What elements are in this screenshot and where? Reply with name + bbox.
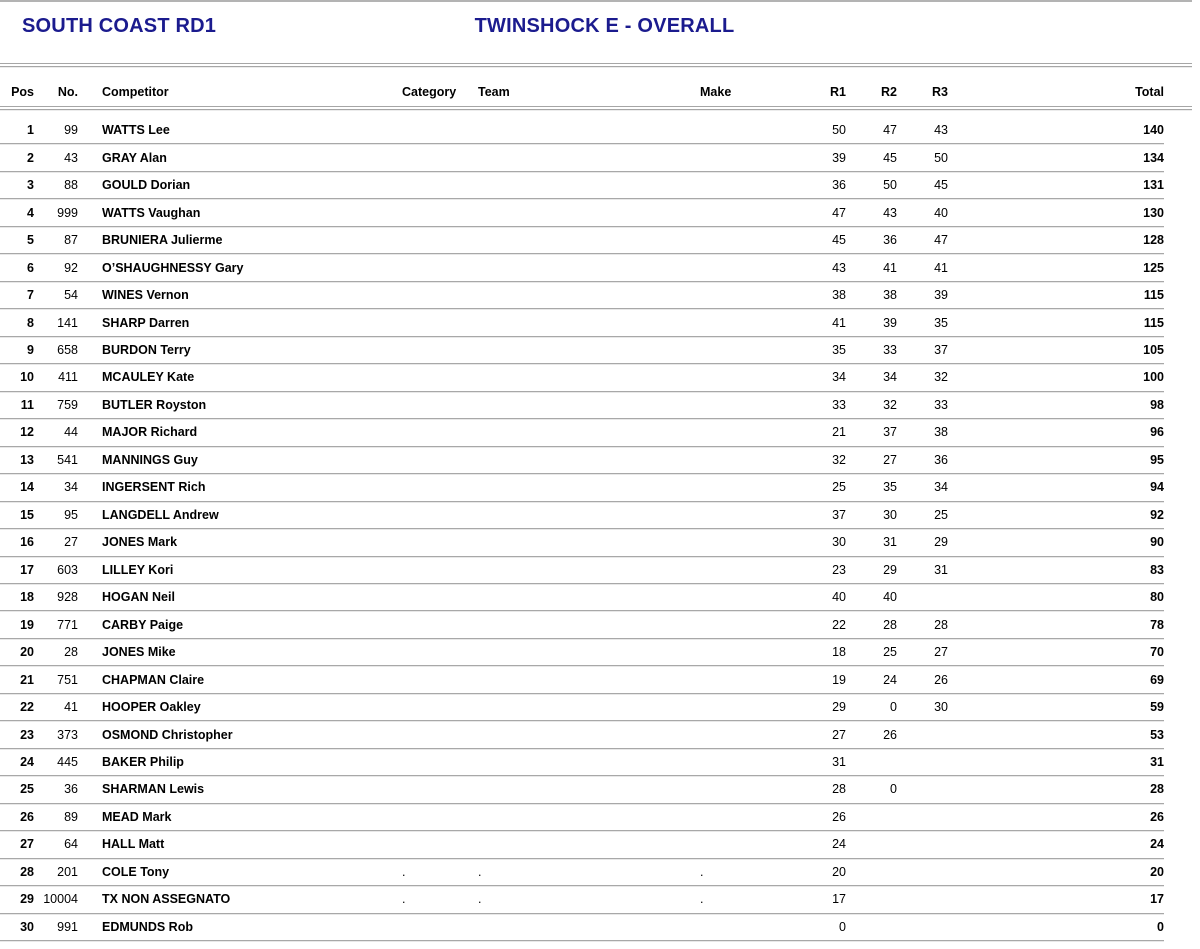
table-row bbox=[0, 859, 1164, 886]
pos-cell: 15 bbox=[20, 507, 34, 522]
competitor-cell: TX NON ASSEGNATO bbox=[102, 892, 231, 907]
team-cell: . bbox=[478, 892, 482, 907]
total-cell: 115 bbox=[1143, 288, 1164, 303]
number-cell: 541 bbox=[57, 452, 78, 467]
r3-cell: 30 bbox=[934, 700, 948, 715]
pos-cell: 26 bbox=[20, 809, 34, 824]
pos-cell: 27 bbox=[20, 837, 34, 852]
r2-cell: 26 bbox=[883, 727, 897, 742]
r3-cell: 47 bbox=[934, 233, 948, 248]
r2-cell: 39 bbox=[883, 315, 897, 330]
table-row bbox=[0, 227, 1164, 254]
make-cell: . bbox=[700, 864, 704, 879]
table-row bbox=[0, 337, 1164, 364]
number-cell: 36 bbox=[64, 782, 78, 797]
table-row bbox=[0, 172, 1164, 199]
total-cell: 115 bbox=[1143, 315, 1164, 330]
competitor-cell: CHAPMAN Claire bbox=[102, 672, 205, 687]
table-row bbox=[0, 117, 1164, 144]
competitor-cell: WINES Vernon bbox=[102, 288, 189, 303]
pos-cell: 28 bbox=[20, 864, 34, 879]
table-row bbox=[0, 199, 1164, 226]
table-row bbox=[0, 364, 1164, 391]
competitor-cell: JONES Mike bbox=[102, 645, 176, 660]
table-row bbox=[0, 694, 1164, 721]
number-cell: 92 bbox=[64, 260, 78, 275]
r1-cell: 22 bbox=[832, 617, 846, 632]
pos-cell: 13 bbox=[20, 452, 34, 467]
total-cell: 131 bbox=[1143, 178, 1164, 193]
r1-cell: 30 bbox=[832, 535, 846, 550]
r2-cell: 41 bbox=[883, 260, 897, 275]
number-cell: 27 bbox=[64, 535, 78, 550]
number-cell: 89 bbox=[64, 809, 78, 824]
r1-cell: 0 bbox=[839, 919, 846, 934]
number-cell: 658 bbox=[57, 342, 78, 357]
r1-cell: 25 bbox=[832, 480, 846, 495]
total-cell: 100 bbox=[1143, 370, 1164, 385]
competitor-cell: SHARMAN Lewis bbox=[102, 782, 205, 797]
pos-cell: 12 bbox=[20, 425, 34, 440]
competitor-cell: SHARP Darren bbox=[102, 315, 190, 330]
number-cell: 201 bbox=[57, 864, 78, 879]
number-cell: 999 bbox=[57, 205, 78, 220]
r3-cell: 40 bbox=[934, 205, 948, 220]
competitor-cell: EDMUNDS Rob bbox=[102, 919, 193, 934]
table-row bbox=[0, 584, 1164, 611]
r1-cell: 39 bbox=[832, 150, 846, 165]
total-cell: 59 bbox=[1150, 700, 1164, 715]
total-cell: 98 bbox=[1150, 397, 1164, 412]
r2-cell: 28 bbox=[883, 617, 897, 632]
pos-cell: 22 bbox=[20, 700, 34, 715]
pos-cell: 1 bbox=[27, 123, 34, 138]
r1-cell: 32 bbox=[832, 452, 846, 467]
total-cell: 83 bbox=[1150, 562, 1164, 577]
column-header-r1: R1 bbox=[830, 85, 846, 99]
total-cell: 125 bbox=[1143, 260, 1164, 275]
pos-cell: 21 bbox=[20, 672, 34, 687]
competitor-cell: INGERSENT Rich bbox=[102, 480, 206, 495]
table-row bbox=[0, 611, 1164, 638]
competitor-cell: HALL Matt bbox=[102, 837, 165, 852]
r1-cell: 43 bbox=[832, 260, 846, 275]
number-cell: 95 bbox=[64, 507, 78, 522]
column-header-pos: Pos bbox=[11, 85, 34, 99]
number-cell: 99 bbox=[64, 123, 78, 138]
r1-cell: 38 bbox=[832, 288, 846, 303]
total-cell: 96 bbox=[1150, 425, 1164, 440]
r3-cell: 27 bbox=[934, 645, 948, 660]
r2-cell: 0 bbox=[890, 782, 897, 797]
table-row bbox=[0, 776, 1164, 803]
total-cell: 105 bbox=[1143, 342, 1164, 357]
pos-cell: 16 bbox=[20, 535, 34, 550]
r1-cell: 33 bbox=[832, 397, 846, 412]
competitor-cell: MEAD Mark bbox=[102, 809, 172, 824]
r2-cell: 30 bbox=[883, 507, 897, 522]
r1-cell: 20 bbox=[832, 864, 846, 879]
column-header-r3: R3 bbox=[932, 85, 948, 99]
competitor-cell: MAJOR Richard bbox=[102, 425, 198, 440]
pos-cell: 14 bbox=[20, 480, 34, 495]
table-row bbox=[0, 639, 1164, 666]
r1-cell: 26 bbox=[832, 809, 846, 824]
r1-cell: 37 bbox=[832, 507, 846, 522]
r2-cell: 25 bbox=[883, 645, 897, 660]
pos-cell: 4 bbox=[27, 205, 34, 220]
r2-cell: 45 bbox=[883, 150, 897, 165]
pos-cell: 20 bbox=[20, 645, 34, 660]
r2-cell: 37 bbox=[883, 425, 897, 440]
total-cell: 28 bbox=[1150, 782, 1164, 797]
header-rule-bottom bbox=[0, 106, 1192, 110]
table-row bbox=[0, 529, 1164, 556]
number-cell: 991 bbox=[57, 919, 78, 934]
table-row bbox=[0, 749, 1164, 776]
table-body bbox=[0, 117, 1200, 941]
table-row bbox=[0, 254, 1164, 281]
top-divider bbox=[0, 0, 1192, 2]
r2-cell: 27 bbox=[883, 452, 897, 467]
competitor-cell: JONES Mark bbox=[102, 535, 178, 550]
make-cell: . bbox=[700, 892, 704, 907]
event-title: SOUTH COAST RD1 bbox=[22, 15, 217, 37]
pos-cell: 7 bbox=[27, 288, 34, 303]
r3-cell: 34 bbox=[934, 480, 948, 495]
number-cell: 603 bbox=[57, 562, 78, 577]
r2-cell: 32 bbox=[883, 397, 897, 412]
pos-cell: 3 bbox=[27, 178, 34, 193]
pos-cell: 6 bbox=[27, 260, 34, 275]
r1-cell: 35 bbox=[832, 342, 846, 357]
r2-cell: 24 bbox=[883, 672, 897, 687]
competitor-cell: BURDON Terry bbox=[102, 342, 191, 357]
r3-cell: 25 bbox=[934, 507, 948, 522]
competitor-cell: WATTS Lee bbox=[102, 123, 170, 138]
table-row bbox=[0, 447, 1164, 474]
table-row bbox=[0, 474, 1164, 501]
r1-cell: 31 bbox=[832, 755, 846, 770]
total-cell: 26 bbox=[1150, 809, 1164, 824]
number-cell: 928 bbox=[57, 590, 78, 605]
number-cell: 411 bbox=[58, 370, 78, 385]
number-cell: 87 bbox=[64, 233, 78, 248]
table-row bbox=[0, 557, 1164, 584]
pos-cell: 10 bbox=[20, 370, 34, 385]
r1-cell: 23 bbox=[832, 562, 846, 577]
total-cell: 17 bbox=[1150, 892, 1164, 907]
r1-cell: 45 bbox=[832, 233, 846, 248]
number-cell: 34 bbox=[64, 480, 78, 495]
competitor-cell: GOULD Dorian bbox=[102, 178, 191, 193]
total-cell: 53 bbox=[1150, 727, 1164, 742]
category-cell: . bbox=[402, 864, 406, 879]
pos-cell: 9 bbox=[27, 342, 34, 357]
r2-cell: 40 bbox=[883, 590, 897, 605]
number-cell: 759 bbox=[57, 397, 78, 412]
r3-cell: 41 bbox=[934, 260, 948, 275]
r1-cell: 18 bbox=[832, 645, 846, 660]
total-cell: 134 bbox=[1143, 150, 1164, 165]
r3-cell: 28 bbox=[934, 617, 948, 632]
number-cell: 44 bbox=[64, 425, 78, 440]
number-cell: 41 bbox=[64, 700, 78, 715]
r3-cell: 39 bbox=[934, 288, 948, 303]
pos-cell: 18 bbox=[20, 590, 34, 605]
column-header-category: Category bbox=[402, 85, 457, 99]
pos-cell: 29 bbox=[20, 892, 34, 907]
r1-cell: 24 bbox=[832, 837, 846, 852]
r3-cell: 35 bbox=[934, 315, 948, 330]
table-row bbox=[0, 282, 1164, 309]
number-cell: 445 bbox=[57, 755, 78, 770]
r3-cell: 43 bbox=[934, 123, 948, 138]
pos-cell: 2 bbox=[27, 150, 34, 165]
r3-cell: 31 bbox=[934, 562, 948, 577]
total-cell: 94 bbox=[1150, 480, 1164, 495]
table-row bbox=[0, 914, 1164, 941]
competitor-cell: BAKER Philip bbox=[102, 755, 184, 770]
r2-cell: 33 bbox=[883, 342, 897, 357]
competitor-cell: HOOPER Oakley bbox=[102, 700, 201, 715]
pos-cell: 23 bbox=[20, 727, 34, 742]
total-cell: 20 bbox=[1150, 864, 1164, 879]
column-header-competitor: Competitor bbox=[102, 85, 169, 99]
total-cell: 95 bbox=[1150, 452, 1164, 467]
number-cell: 54 bbox=[64, 288, 78, 303]
competitor-cell: MANNINGS Guy bbox=[102, 452, 198, 467]
competitor-cell: BUTLER Royston bbox=[102, 397, 207, 412]
table-row bbox=[0, 309, 1164, 336]
r1-cell: 19 bbox=[832, 672, 846, 687]
total-cell: 70 bbox=[1150, 645, 1164, 660]
table-row bbox=[0, 831, 1164, 858]
total-cell: 69 bbox=[1150, 672, 1164, 687]
table-row bbox=[0, 392, 1164, 419]
total-cell: 92 bbox=[1150, 507, 1164, 522]
r1-cell: 41 bbox=[832, 315, 846, 330]
pos-cell: 8 bbox=[27, 315, 34, 330]
table-row bbox=[0, 721, 1164, 748]
r2-cell: 34 bbox=[883, 370, 897, 385]
r1-cell: 21 bbox=[832, 425, 846, 440]
column-header-r2: R2 bbox=[881, 85, 897, 99]
number-cell: 751 bbox=[57, 672, 78, 687]
table-header-row bbox=[0, 67, 1164, 106]
column-header-team: Team bbox=[478, 85, 510, 99]
competitor-cell: WATTS Vaughan bbox=[102, 205, 201, 220]
r1-cell: 36 bbox=[832, 178, 846, 193]
pos-cell: 17 bbox=[20, 562, 34, 577]
r3-cell: 45 bbox=[934, 178, 948, 193]
total-cell: 90 bbox=[1150, 535, 1164, 550]
r1-cell: 17 bbox=[832, 892, 846, 907]
competitor-cell: BRUNIERA Julierme bbox=[102, 233, 223, 248]
r3-cell: 26 bbox=[934, 672, 948, 687]
class-title: TWINSHOCK E - OVERALL bbox=[474, 15, 735, 37]
r1-cell: 47 bbox=[832, 205, 846, 220]
competitor-cell: O’SHAUGHNESSY Gary bbox=[102, 260, 244, 275]
total-cell: 128 bbox=[1143, 233, 1164, 248]
pos-cell: 25 bbox=[20, 782, 34, 797]
table-row bbox=[0, 804, 1164, 831]
r1-cell: 50 bbox=[832, 123, 846, 138]
total-cell: 140 bbox=[1143, 123, 1164, 138]
r2-cell: 29 bbox=[883, 562, 897, 577]
total-cell: 130 bbox=[1143, 205, 1164, 220]
number-cell: 28 bbox=[64, 645, 78, 660]
table-row bbox=[0, 666, 1164, 693]
competitor-cell: OSMOND Christopher bbox=[102, 727, 233, 742]
column-header-total: Total bbox=[1135, 85, 1164, 99]
column-header-make: Make bbox=[700, 85, 732, 99]
r1-cell: 27 bbox=[832, 727, 846, 742]
team-cell: . bbox=[478, 864, 482, 879]
competitor-cell: MCAULEY Kate bbox=[102, 370, 195, 385]
r3-cell: 38 bbox=[934, 425, 948, 440]
table-row bbox=[0, 144, 1164, 171]
competitor-cell: LANGDELL Andrew bbox=[102, 507, 219, 522]
total-cell: 24 bbox=[1150, 837, 1164, 852]
table-row bbox=[0, 886, 1164, 913]
total-cell: 78 bbox=[1150, 617, 1164, 632]
number-cell: 10004 bbox=[43, 892, 78, 907]
number-cell: 43 bbox=[64, 150, 78, 165]
category-cell: . bbox=[402, 892, 406, 907]
total-cell: 80 bbox=[1150, 590, 1164, 605]
r2-cell: 38 bbox=[883, 288, 897, 303]
r3-cell: 50 bbox=[934, 150, 948, 165]
number-cell: 141 bbox=[57, 315, 78, 330]
pos-cell: 19 bbox=[20, 617, 34, 632]
table-row bbox=[0, 502, 1164, 529]
r2-cell: 35 bbox=[883, 480, 897, 495]
number-cell: 771 bbox=[57, 617, 78, 632]
r1-cell: 29 bbox=[832, 700, 846, 715]
r3-cell: 33 bbox=[934, 397, 948, 412]
r3-cell: 37 bbox=[934, 342, 948, 357]
r2-cell: 43 bbox=[883, 205, 897, 220]
pos-cell: 24 bbox=[20, 755, 34, 770]
total-cell: 0 bbox=[1157, 919, 1164, 934]
r2-cell: 31 bbox=[883, 535, 897, 550]
competitor-cell: GRAY Alan bbox=[102, 150, 167, 165]
r2-cell: 36 bbox=[883, 233, 897, 248]
number-cell: 88 bbox=[64, 178, 78, 193]
r3-cell: 29 bbox=[934, 535, 948, 550]
column-header-no: No. bbox=[57, 85, 78, 99]
pos-cell: 5 bbox=[27, 233, 34, 248]
r2-cell: 47 bbox=[883, 123, 897, 138]
r3-cell: 36 bbox=[934, 452, 948, 467]
pos-cell: 30 bbox=[20, 919, 34, 934]
competitor-cell: LILLEY Kori bbox=[102, 562, 174, 577]
r2-cell: 50 bbox=[883, 178, 897, 193]
competitor-cell: HOGAN Neil bbox=[102, 590, 175, 605]
r1-cell: 34 bbox=[832, 370, 846, 385]
r2-cell: 0 bbox=[890, 700, 897, 715]
total-cell: 31 bbox=[1150, 755, 1164, 770]
competitor-cell: CARBY Paige bbox=[102, 617, 184, 632]
r1-cell: 40 bbox=[832, 590, 846, 605]
pos-cell: 11 bbox=[20, 397, 34, 412]
number-cell: 373 bbox=[57, 727, 78, 742]
r1-cell: 28 bbox=[832, 782, 846, 797]
r3-cell: 32 bbox=[934, 370, 948, 385]
competitor-cell: COLE Tony bbox=[102, 864, 170, 879]
table-row bbox=[0, 419, 1164, 446]
number-cell: 64 bbox=[64, 837, 78, 852]
